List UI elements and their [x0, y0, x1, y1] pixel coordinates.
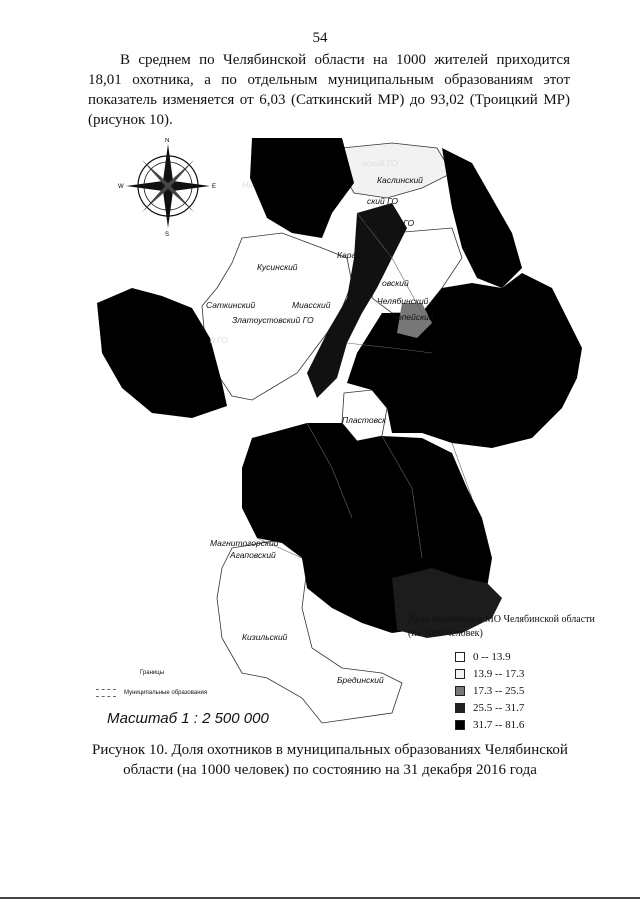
region-light-north	[340, 143, 452, 198]
page-number: 54	[312, 30, 328, 46]
compass-w: W	[118, 184, 124, 190]
legend-item	[455, 716, 524, 733]
legend-item	[455, 665, 524, 682]
label-kopeysky-tail: овский	[382, 278, 409, 288]
legend-range: 13.9 -- 17.3	[473, 667, 525, 680]
map-scale: Масштаб 1 : 2 500 000	[107, 710, 269, 727]
legend-swatch	[455, 686, 465, 696]
label-kusinsky: Кусинский	[257, 262, 298, 272]
label-kyshtym-tail: нский ГО	[362, 158, 398, 168]
municipal-legend-label: Муниципальные образования	[124, 690, 208, 696]
legend-item	[455, 699, 524, 716]
compass-e: E	[212, 184, 217, 190]
legend-range: 17.3 -- 25.5	[473, 684, 525, 697]
label-magnitogorsky: Магнитогорский	[210, 538, 279, 548]
map-canvas	[92, 138, 612, 738]
footer-divider	[0, 897, 640, 899]
label-chelyabinsky: Челябинский	[377, 296, 429, 306]
legend-swatch	[455, 720, 465, 730]
label-karabashsky: Карабашский	[337, 250, 391, 260]
label-miassky: Миасский	[292, 300, 331, 310]
label-satkinsky: Саткинский	[206, 300, 256, 310]
label-zlatoust: Златоустовский ГО	[232, 315, 314, 325]
label-agapovsky: Агаповский	[230, 550, 276, 560]
compass-n: N	[165, 138, 170, 144]
label-ozersk-tail: ский ГО	[367, 196, 399, 206]
intro-paragraph: В среднем по Челябинской области на 1000 жителей приходится 18,01 охотника, а по отдельным муниципальным образованиям этот показатель изменяется от 6,03 (Саткинский МР) до 93,02 (Троицкий МР) (рисунок 10).	[88, 52, 570, 128]
compass-rose-icon	[118, 138, 216, 238]
borders-legend-label: Границы	[140, 670, 164, 676]
municipal-border-swatch	[96, 689, 116, 697]
label-go-left: й ГО	[210, 335, 229, 345]
legend-title: Доля охотников в МО Челябинской области (на 1000 человек)	[408, 614, 595, 639]
borders-legend	[96, 663, 207, 703]
label-plastovsky: Пластовск	[342, 415, 387, 425]
label-bredinsky: Брединский	[337, 675, 384, 685]
label-kyshtymsky: штымский ГО	[357, 218, 415, 228]
legend-item	[455, 648, 524, 665]
legend-range: 25.5 -- 31.7	[473, 701, 525, 714]
figure-caption: Рисунок 10. Доля охотников в муниципальных образованиях Челябинской области (на 1000 человек) по состоянию на 31 декабря 2016 года	[92, 742, 568, 778]
legend-swatch	[455, 669, 465, 679]
legend-swatch	[455, 652, 465, 662]
legend	[455, 648, 524, 733]
hunters-share-map	[92, 138, 612, 738]
legend-item	[455, 682, 524, 699]
legend-range: 31.7 -- 81.6	[473, 718, 525, 731]
legend-range: 0 -- 13.9	[473, 650, 511, 663]
label-nya: Ня	[242, 180, 253, 190]
compass-s: S	[165, 232, 170, 238]
label-kaslinsky: Каслинский	[377, 175, 423, 185]
label-kopeysky: Копейский	[392, 312, 434, 322]
legend-swatch	[455, 703, 465, 713]
region-dark-north-west	[250, 138, 354, 238]
label-kizilsky: Кизильский	[242, 632, 288, 642]
